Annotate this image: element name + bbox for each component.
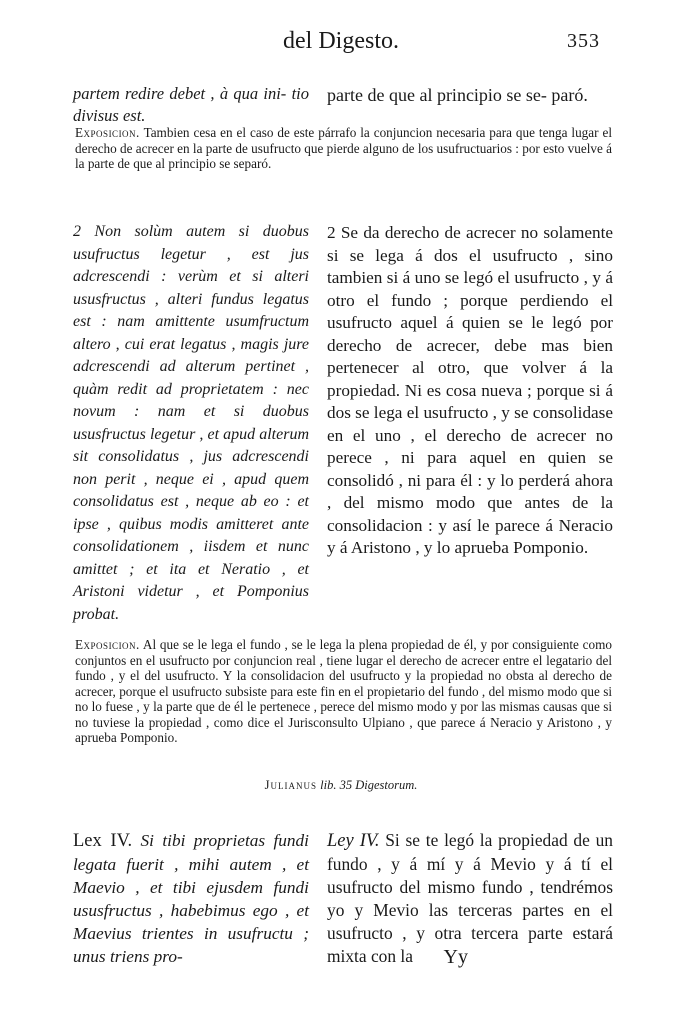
latin-law-text [73,829,309,968]
spanish-law-heading: Ley IV. [327,831,380,852]
source-citation [0,778,682,793]
latin-law-body: Si tibi proprietas fundi legata fuerit , mihi autem , et Maevio , et tibi ejusdem fundi ususfructus , habebimus ego , et Maevius trientes in usufructu ; unus triens pro- [73,831,309,967]
latin-law-heading: Lex IV. [73,831,133,852]
exposition-label: Exposicion. [75,125,140,140]
exposition-2 [75,637,612,746]
latin-text: 2 Non solùm autem si duobus usufructus legetur , est jus adcrescendi : verùm et si alteri ususfructus , alteri fundus legatus est : nam amittente usumfructum altero , cui erat legatus , magis jure adcrescendi ad alterum pertinet , quàm redit ad proprietatem : nec novum : nam et si duobus ususfructus legetur , et apud alterum sit consolidatus , jus adcrescendi non perit , neque ei , apud quem consolidatus est , neque ab eo : et ipse , quibus modis amitteret ante consolidationem , iisdem et nunc amittet ; et ita et Neratio , et Aristoni videtur , et Pomponius probat. [73,223,309,623]
exposition-text: Tambien cesa en el caso de este párrafo la conjuncion necesaria para que tenga lugar el derecho de acrecer en la parte de usufructo que pierde alguno de los usufructuarios : por esto vuelve á la parte de que al principio se separó. [75,125,612,171]
spanish-law-body: Si se te legó la propiedad de un fundo , y á mí y á Mevio y á tí el usufructo del mismo fundo , tendrémos yo y Mevio las terceras partes en el usufructo , y otra tercera parte estará mixta con la [327,830,613,967]
catchword: Yy [443,946,468,968]
section-2 [73,205,613,625]
latin-text: partem redire debet , à qua ini- tio divisus est. [73,83,309,125]
spanish-law-text [327,829,613,968]
spanish-text: 2 Se da derecho de acrecer no solamente si se lega á dos el usufructo , sino tambien si á uno se legó el usufructo , y á otro el fundo ; porque perdiendo el usufructo aquel á quien se le legó por derecho de acrecer, debe mas bien pertenecer al otro, que volver á la propiedad. Ni es cosa nueva ; porque si á dos se lega el usufructo , y se consolidase en el uno , el derecho de acrecer no perece , ni para aquel en quien se consolidó , ni para él : y lo perderá ahora , del mismo modo que antes de la consolidacion : y así le parece á Neracio y á Aristono , y lo aprueba Pomponio. [327,223,613,558]
section-1 [73,66,613,125]
page-number: 353 [567,30,600,52]
exposition-label: Exposicion. [75,637,140,652]
running-head [0,28,682,58]
exposition-text: Al que se le lega el fundo , se le lega la plena propiedad de él, y por consiguiente como conjuntos en el usufructo por conjuncion real , tiene lugar el derecho de acrecer entre el legatario del fundo , y el del usufructo. Y la consolidacion del usufructo y la propiedad no obsta al derecho de acrecer, porque el usufructo subsiste para este fin en el propietario del fundo , del mismo modo que si no lo fuese , y la parte que de él le pertenece , perece del mismo modo y por las mismas causas que si no tuviese la propiedad , como dice el Jurisconsulto Ulpiano , que parece á Neracio y Aristono , y aprueba Pomponio. [75,637,612,745]
spanish-text: parte de que al principio se se- paró. [327,85,588,105]
citation-source: lib. 35 Digestorum. [317,778,418,792]
citation-author: Julianus [264,778,317,792]
exposition-1 [75,125,612,172]
running-title: del Digesto. [283,28,399,54]
